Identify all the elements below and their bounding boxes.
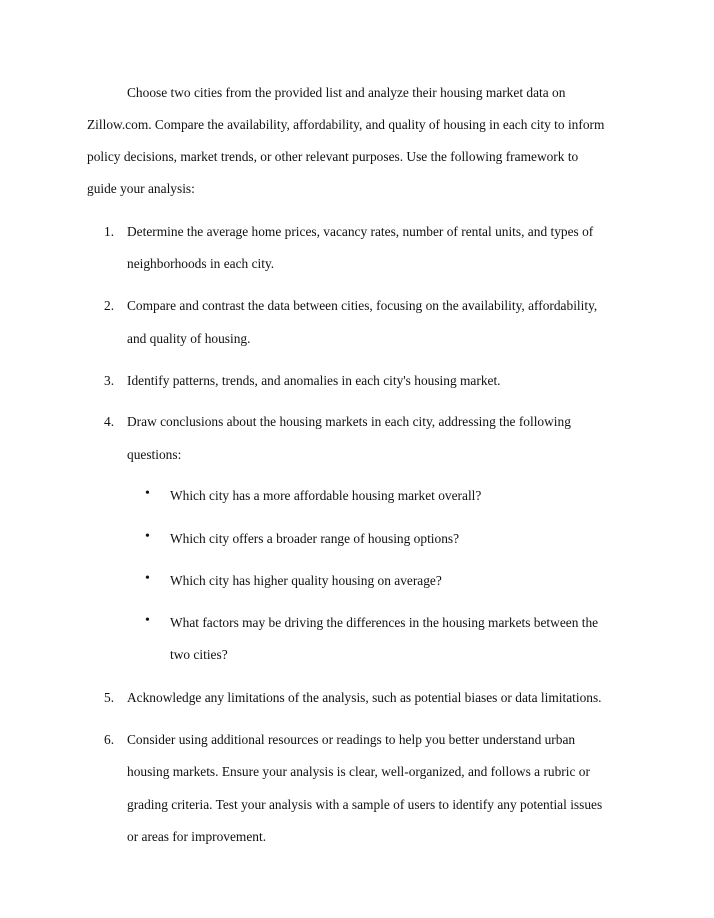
- list-item-line: and quality of housing.: [127, 331, 251, 346]
- list-number: 3.: [104, 373, 115, 388]
- bullet-glyph: •: [145, 486, 150, 501]
- list-number: 1.: [104, 224, 115, 239]
- list-item-line: Consider using additional resources or readings to help you better understand urban: [127, 732, 576, 747]
- intro-line: Zillow.com. Compare the availability, affordability, and quality of housing in each city to inform: [87, 117, 605, 132]
- intro-line: guide your analysis:: [87, 181, 195, 196]
- bullet-glyph: •: [145, 529, 150, 544]
- list-item-line: neighborhoods in each city.: [127, 256, 275, 271]
- list-item-line: Acknowledge any limitations of the analysis, such as potential biases or data limitations.: [127, 690, 602, 705]
- list-number: 4.: [104, 414, 115, 429]
- list-number: 5.: [104, 690, 115, 705]
- list-item-line: housing markets. Ensure your analysis is clear, well-organized, and follows a rubric or: [127, 764, 590, 779]
- intro-line: policy decisions, market trends, or other relevant purposes. Use the following framework to: [87, 149, 579, 164]
- list-item-line: questions:: [127, 447, 182, 462]
- bullet-glyph: •: [145, 571, 150, 586]
- list-item-line: Compare and contrast the data between cities, focusing on the availability, affordability,: [127, 298, 598, 313]
- bullet-item-line: Which city has a more affordable housing market overall?: [170, 488, 482, 503]
- list-item-line: Identify patterns, trends, and anomalies in each city's housing market.: [127, 373, 501, 388]
- list-item-line: or areas for improvement.: [127, 829, 267, 844]
- bullet-item-line: What factors may be driving the differences in the housing markets between the: [170, 615, 599, 630]
- bullet-item-line: two cities?: [170, 647, 228, 662]
- bullet-item-line: Which city offers a broader range of housing options?: [170, 531, 460, 546]
- list-item-line: Determine the average home prices, vacancy rates, number of rental units, and types of: [127, 224, 594, 239]
- list-number: 2.: [104, 298, 115, 313]
- intro-line: Choose two cities from the provided list and analyze their housing market data on: [127, 85, 566, 100]
- list-item-line: Draw conclusions about the housing markets in each city, addressing the following: [127, 414, 571, 429]
- bullet-glyph: •: [145, 613, 150, 628]
- bullet-item-line: Which city has higher quality housing on average?: [170, 573, 442, 588]
- list-number: 6.: [104, 732, 115, 747]
- list-item-line: grading criteria. Test your analysis with a sample of users to identify any potential issues: [127, 797, 603, 812]
